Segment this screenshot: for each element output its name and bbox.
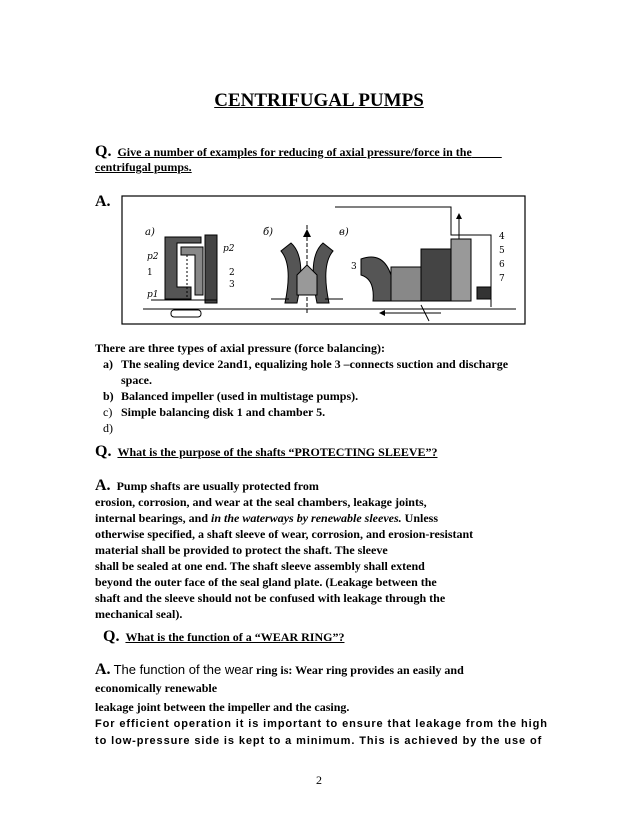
balancing-list [103, 356, 508, 436]
figure-label-p2-left: p2 [147, 252, 159, 262]
figure-label-3: 3 [229, 280, 235, 290]
figure-label-3-c: 3 [351, 262, 357, 272]
question-3-text: What is the function of a “WEAR RING”? [125, 630, 345, 644]
figure-label-2: 2 [229, 268, 235, 278]
figure-c-balancing-disk [335, 207, 491, 321]
figure-label-1: 1 [147, 268, 153, 278]
answer-1-intro: There are three types of axial pressure (force balancing): [95, 341, 385, 355]
figure-label-p2-right: p2 [223, 244, 235, 254]
list-item: d) [103, 421, 113, 435]
figure-label-p1: p1 [147, 290, 159, 300]
list-item: c) Simple balancing disk 1 and chamber 5. [103, 405, 326, 419]
figure-label-c: в) [339, 227, 349, 238]
answer-3-line-3: leakage joint between the impeller and the casing. [95, 700, 350, 714]
question-1-cont [95, 160, 192, 175]
answer-3-first-line: A. The function of the wear ring is: Wear ring provides an easily and [95, 661, 464, 678]
question-2: Q. What is the purpose of the shafts “PROTECTING SLEEVE”? [95, 443, 438, 460]
question-mark: Q. [95, 143, 112, 160]
question-1-line-1: Give a number of examples for reducing of axial pressure/force in the [117, 145, 472, 159]
answer-2-first-line: A. Pump shafts are usually protected from [95, 477, 319, 494]
figure-label-6: 6 [499, 260, 505, 270]
figure-a-impeller [151, 235, 217, 303]
question-3: Q. What is the function of a “WEAR RING”? [103, 628, 345, 645]
figure-label-a: a) [145, 227, 155, 238]
list-item: b) Balanced impeller (used in multistage pumps). [103, 389, 359, 403]
answer-3-sans-paragraph: For efficient operation it is important to ensure that leakage from the high to low-pressure side is kept to a minimum. This is achieved by the use of [95, 718, 548, 747]
question-1 [95, 143, 502, 161]
figure-label-b: б) [263, 227, 274, 238]
figure-label-4: 4 [499, 232, 505, 242]
pump-balancing-figure [121, 195, 526, 325]
question-2-text: What is the purpose of the shafts “PROTECTING SLEEVE”? [117, 445, 438, 459]
answer-2-body: erosion, corrosion, and wear at the seal chambers, leakage joints, internal bearings, and in the waterways by renewable sleeves. Unless otherwise specified, a shaft sleeve of wear, corrosion, and erosion-resistant material shall be provided to protect the shaft. The sleeve shall be sealed at one end. The shaft sleeve assembly shall extend beyond the outer face of the seal gland plate. (Leakage between the shaft and the sleeve should not be confused with leakage through the mechanical seal). [95, 495, 474, 621]
page-title: CENTRIFUGAL PUMPS [214, 90, 424, 111]
figure-label-5: 5 [499, 246, 505, 256]
figure-label-7: 7 [499, 274, 505, 284]
page-number: 2 [316, 773, 322, 787]
question-1-line-2: centrifugal pumps. [95, 160, 192, 174]
answer-3-line-2: economically renewable [95, 681, 218, 695]
list-item: space. [121, 373, 152, 387]
answer-1-mark: A. [95, 193, 111, 210]
figure-b-impeller [271, 225, 343, 313]
list-item: a) The sealing device 2and1, equalizing hole 3 –connects suction and discharge [103, 357, 509, 371]
